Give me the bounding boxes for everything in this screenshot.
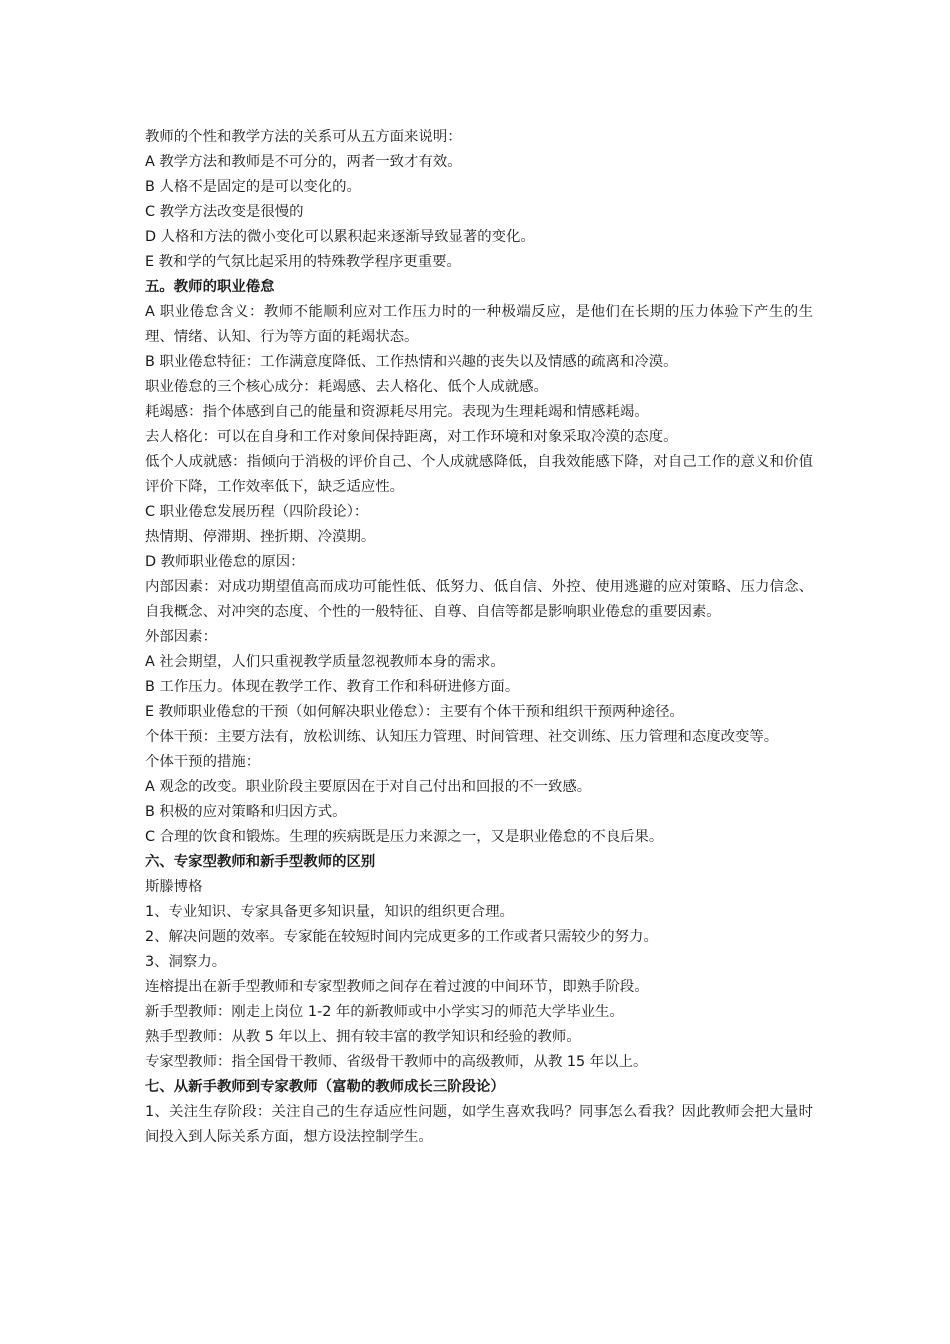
paragraph: 耗竭感：指个体感到自己的能量和资源耗尽用完。表现为生理耗竭和情感耗竭。 [145, 404, 649, 420]
paragraph: 外部因素： [145, 629, 217, 645]
paragraph: 去人格化：可以在自身和工作对象间保持距离，对工作环境和对象采取冷漠的态度。 [145, 429, 678, 445]
paragraph: 热情期、停滞期、挫折期、冷漠期。 [145, 529, 376, 545]
section-heading: 五。教师的职业倦怠 [145, 279, 275, 295]
paragraph: D 人格和方法的微小变化可以累积起来逐渐导致显著的变化。 [145, 229, 535, 245]
paragraph: 专家型教师：指全国骨干教师、省级骨干教师中的高级教师，从教 15 年以上。 [145, 1054, 648, 1070]
paragraph: A 职业倦怠含义：教师不能顺利应对工作压力时的一种极端反应，是他们在长期的压力体验下产生的生理、情绪、认知、行为等方面的耗竭状态。 [145, 304, 813, 345]
paragraph: 斯滕博格 [145, 879, 203, 895]
paragraph: C 教学方法改变是很慢的 [145, 204, 304, 220]
paragraph: E 教师职业倦怠的干预（如何解决职业倦怠）：主要有个体干预和组织干预两种途径。 [145, 704, 684, 720]
paragraph: 1、关注生存阶段：关注自己的生存适应性问题，如学生喜欢我吗？同事怎么看我？因此教师会把大量时间投入到人际关系方面，想方设法控制学生。 [145, 1104, 813, 1145]
paragraph: 2、解决问题的效率。专家能在较短时间内完成更多的工作或者只需较少的努力。 [145, 929, 658, 945]
section-heading: 六、专家型教师和新手型教师的区别 [145, 854, 376, 870]
paragraph: B 工作压力。体现在教学工作、教育工作和科研进修方面。 [145, 679, 520, 695]
paragraph: B 积极的应对策略和归因方式。 [145, 804, 347, 820]
paragraph: A 社会期望，人们只重视教学质量忽视教师本身的需求。 [145, 654, 505, 670]
paragraph: 内部因素：对成功期望值高而成功可能性低、低努力、低自信、外控、使用逃避的应对策略、压力信念、自我概念、对冲突的态度、个性的一般特征、自尊、自信等都是影响职业倦怠的重要因素。 [145, 579, 813, 620]
paragraph: 3、洞察力。 [145, 954, 227, 970]
paragraph: 新手型教师：刚走上岗位 1-2 年的新教师或中小学实习的师范大学毕业生。 [145, 1004, 624, 1020]
paragraph: 职业倦怠的三个核心成分：耗竭感、去人格化、低个人成就感。 [145, 379, 548, 395]
document-page [145, 125, 813, 1150]
paragraph: A 教学方法和教师是不可分的，两者一致才有效。 [145, 154, 462, 170]
paragraph: 连榕提出在新手型教师和专家型教师之间存在着过渡的中间环节，即熟手阶段。 [145, 979, 649, 995]
paragraph: B 职业倦怠特征：工作满意度降低、工作热情和兴趣的丧失以及情感的疏离和冷漠。 [145, 354, 678, 370]
paragraph: 低个人成就感：指倾向于消极的评价自己、个人成就感降低，自我效能感下降，对自己工作的意义和价值评价下降，工作效率低下，缺乏适应性。 [145, 454, 813, 495]
paragraph: 个体干预：主要方法有，放松训练、认知压力管理、时间管理、社交训练、压力管理和态度改变等。 [145, 729, 779, 745]
paragraph: C 职业倦怠发展历程（四阶段论）： [145, 504, 369, 520]
paragraph: 个体干预的措施： [145, 754, 261, 770]
paragraph: 1、专业知识、专家具备更多知识量，知识的组织更合理。 [145, 904, 514, 920]
paragraph: B 人格不是固定的是可以变化的。 [145, 179, 361, 195]
section-heading: 七、从新手教师到专家教师（富勒的教师成长三阶段论） [145, 1079, 505, 1095]
paragraph: A 观念的改变。职业阶段主要原因在于对自己付出和回报的不一致感。 [145, 779, 592, 795]
paragraph: 熟手型教师：从教 5 年以上、拥有较丰富的教学知识和经验的教师。 [145, 1029, 581, 1045]
paragraph: E 教和学的气氛比起采用的特殊教学程序更重要。 [145, 254, 461, 270]
paragraph: C 合理的饮食和锻炼。生理的疾病既是压力来源之一，又是职业倦怠的不良后果。 [145, 829, 664, 845]
paragraph: 教师的个性和教学方法的关系可从五方面来说明： [145, 129, 462, 145]
paragraph: D 教师职业倦怠的原因： [145, 554, 305, 570]
